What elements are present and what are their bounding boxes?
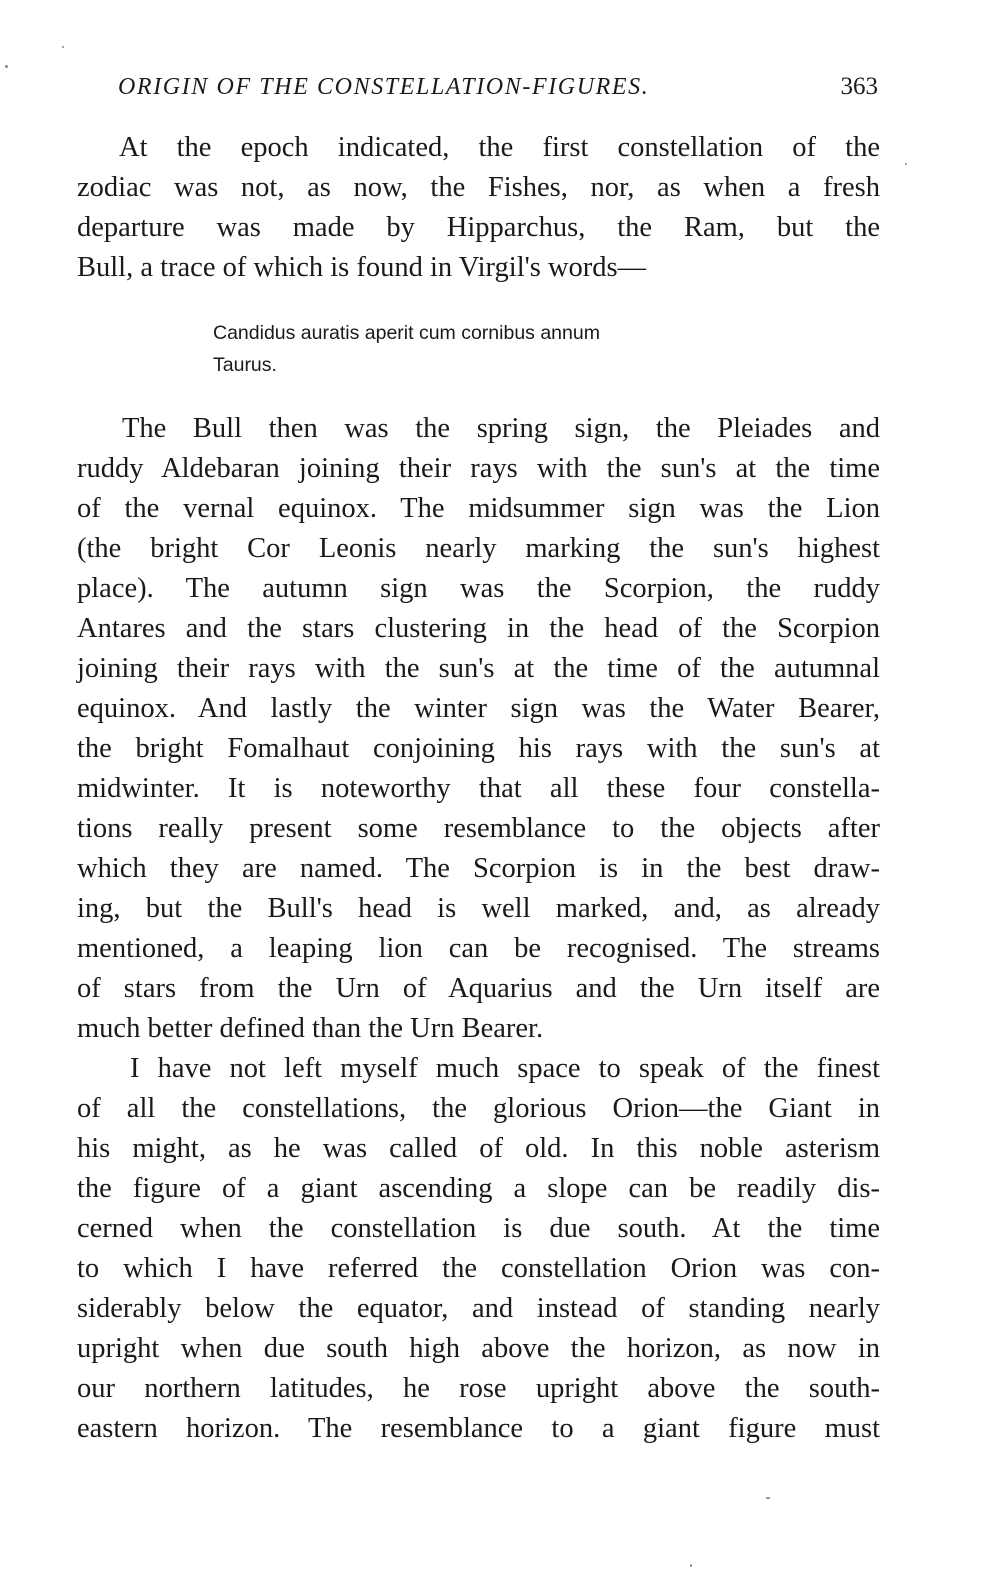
scan-speck [62,46,64,48]
quote-line: Taurus. [213,354,277,376]
text-line: the figure of a giant ascending a slope can be readily dis- [77,1173,880,1204]
paragraph-3 [77,1049,880,1449]
text-line: of all the constellations, the glorious Orion—the Giant in [77,1093,880,1124]
scan-speck [5,65,8,68]
text-line: tions really present some resemblance to the objects after [77,813,880,844]
text-line: ing, but the Bull's head is well marked, and, as already [77,893,880,924]
text-line: equinox. And lastly the winter sign was the Water Bearer, [77,693,880,724]
text-line: the bright Fomalhaut conjoining his rays with the sun's at [77,733,880,764]
quote-line: Candidus auratis aperit cum cornibus annum [213,322,600,344]
text-line: cerned when the constellation is due south. At the time [77,1213,880,1244]
text-line: of the vernal equinox. The midsummer sign was the Lion [77,493,880,524]
text-line: which they are named. The Scorpion is in the best draw- [77,853,880,884]
text-line: upright when due south high above the horizon, as now in [77,1333,880,1364]
text-line: (the bright Cor Leonis nearly marking the sun's highest [77,533,880,564]
scan-speck [905,163,907,165]
text-line: ruddy Aldebaran joining their rays with the sun's at the time [77,453,880,484]
paragraph-1 [77,128,880,288]
text-line: our northern latitudes, he rose upright above the south- [77,1373,880,1404]
text-line: The Bull then was the spring sign, the Pleiades and [122,413,880,444]
text-line: siderably below the equator, and instead of standing nearly [77,1293,880,1324]
running-title: ORIGIN OF THE CONSTELLATION-FIGURES. [118,74,650,100]
running-head [118,70,878,110]
text-line: much better defined than the Urn Bearer. [77,1013,544,1044]
text-line: joining their rays with the sun's at the time of the autumnal [77,653,880,684]
text-line: his might, as he was called of old. In this noble asterism [77,1133,880,1164]
scan-speck [690,1564,692,1567]
text-line: departure was made by Hipparchus, the Ram, but the [77,212,880,243]
latin-quotation [213,317,733,381]
page-number: 363 [840,73,878,100]
text-line: Bull, a trace of which is found in Virgil's words— [77,252,647,283]
text-line: mentioned, a leaping lion can be recognised. The streams [77,933,880,964]
text-line: midwinter. It is noteworthy that all these four constella- [77,773,880,804]
text-line: Antares and the stars clustering in the head of the Scorpion [77,613,880,644]
text-line: to which I have referred the constellation Orion was con- [77,1253,880,1284]
paragraph-2 [77,409,880,1049]
scan-speck [766,1497,770,1499]
text-line: of stars from the Urn of Aquarius and the Urn itself are [77,973,880,1004]
text-line: At the epoch indicated, the first constellation of the [119,132,880,163]
text-line: place). The autumn sign was the Scorpion, the ruddy [77,573,880,604]
text-line: eastern horizon. The resemblance to a giant figure must [77,1413,880,1444]
text-line: zodiac was not, as now, the Fishes, nor, as when a fresh [77,172,880,203]
text-line: I have not left myself much space to speak of the finest [130,1053,880,1084]
